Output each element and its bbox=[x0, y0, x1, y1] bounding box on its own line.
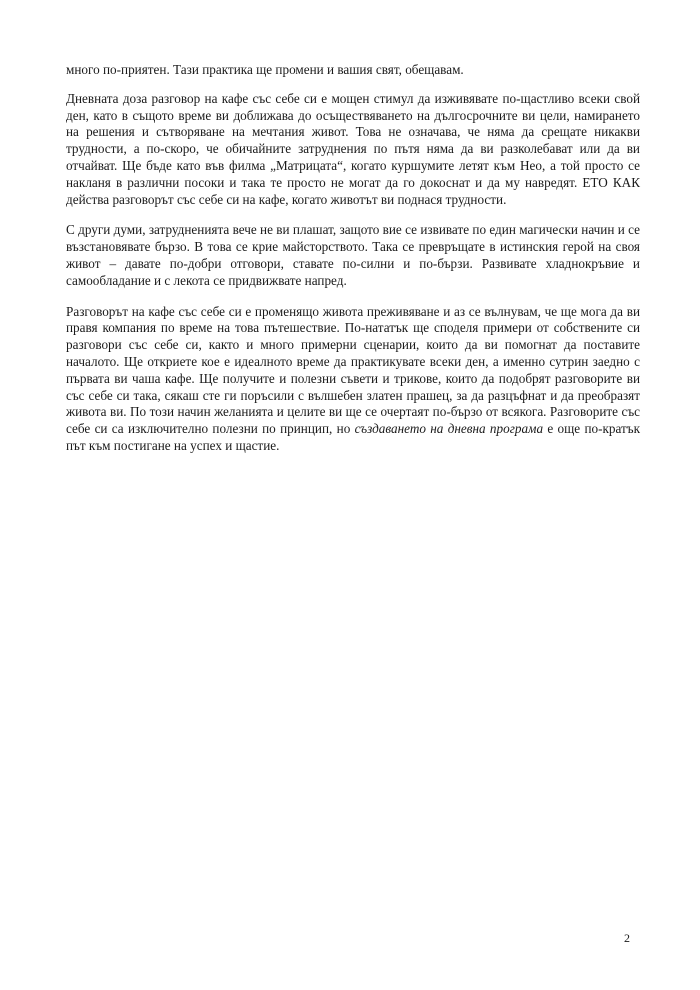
paragraph-text: Дневната доза разговор на кафе със себе си е мощен стимул да изживявате по-щастливо всеки свой ден, като в същото време ви доближава до осъществяването на дългосрочните ви цели, намирането на решения и сътворяване на мечтания живот. Това не означава, че няма да срещате никакви трудности, а по-скоро, че обичайните затруднения по пътя няма да ви разколебават или да ви отчайват. Ще бъде като във филма „Матрицата“, когато куршумите летят към Нео, а той просто се накланя в различни посоки и така те просто не могат да го докоснат и да му навредят. ЕТО КАК действа разговорът със себе си на кафе, когато животът ви поднася трудности. bbox=[66, 90, 640, 207]
paragraph-daily-dose bbox=[66, 91, 640, 209]
paragraph-text: Разговорът на кафе със себе си е променящо живота преживяване и аз се вълнувам, че ще мога да ви правя компания по време на това пътешествие. По-нататък ще споделя примери от собствените си разговори със себе си, както и много примерни сценарии, които да ви помогнат да поставите началото. Ще откриете кое е идеалното време да практикувате всеки ден, а именно сутрин заедно с първата ви чаша кафе. Ще получите и полезни съвети и трикове, които да подобрят разговорите ви със себе си така, сякаш сте ги поръсили с вълшебен златен прашец, за да разцъфнат и да преобразят живота ви. По този начин желанията и целите ви ще се очертаят по-бързо от всякога. Разговорите със себе си са изключително полезни по принцип, но bbox=[66, 303, 640, 437]
paragraph-coffee-talk bbox=[66, 304, 640, 455]
document-page bbox=[66, 62, 640, 469]
paragraph-text: С други думи, затрудненията вече не ви плашат, защото вие се извивате по един магически начин и се възстановявате бързо. В това се крие майсторството. Така се превръщате в истинския герой на своя живот – давате по-добри отговори, ставате по-силни и по-бързи. Развивате хладнокръвие и самообладание и с лекота се придвижвате напред. bbox=[66, 222, 640, 288]
paragraph-text-end: е още по-кратък път към постигане на успех и щастие. bbox=[66, 421, 640, 453]
page-number: 2 bbox=[624, 931, 630, 945]
paragraph-other-words bbox=[66, 222, 640, 289]
paragraph-text: много по-приятен. Тази практика ще промени и вашия свят, обещавам. bbox=[66, 62, 464, 77]
italic-phrase: създаването на дневна програма bbox=[354, 421, 544, 437]
paragraph-continuation bbox=[66, 62, 640, 79]
